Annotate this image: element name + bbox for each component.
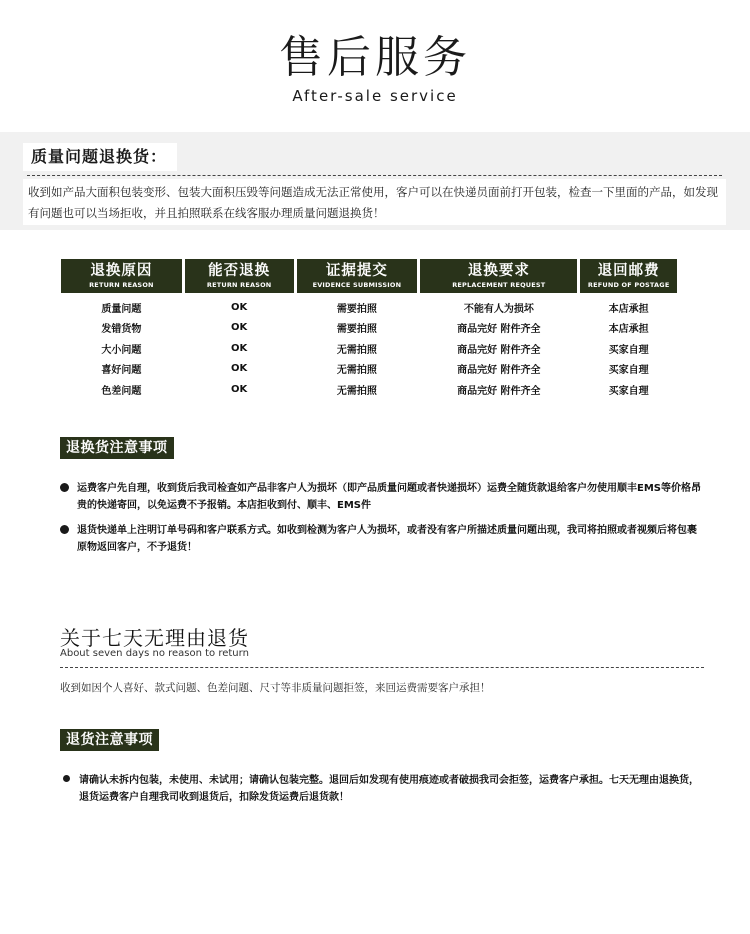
table-cell: OK — [231, 342, 248, 354]
table-cell: 商品完好 附件齐全 — [457, 385, 541, 397]
exchange-notice-title: 退换货注意事项 — [60, 437, 174, 459]
table-row — [61, 359, 677, 380]
table-cell: OK — [231, 383, 248, 395]
table-row — [61, 338, 677, 359]
table-cell: 无需拍照 — [336, 385, 377, 397]
table-cell: 无需拍照 — [336, 344, 377, 356]
bullet-icon — [63, 775, 70, 782]
exchange-notice-item-2: 退货快递单上注明订单号码和客户联系方式。如收到检测为客户人为损坏，或者没有客户所描述质量问题出现，我司将拍照或者视频后将包裹原物返回客户，不予退货！ — [77, 522, 705, 556]
return-notice-title: 退货注意事项 — [60, 729, 159, 751]
page-subtitle: After-sale service — [292, 87, 458, 105]
page-title: 售后服务 — [279, 32, 471, 83]
seven-days-dashed-divider — [60, 667, 704, 668]
table-header-row — [61, 259, 677, 293]
table-cell: 不能有人为损坏 — [463, 303, 534, 315]
header-return-reason: 退换原因 RETURN REASON — [61, 259, 182, 293]
table-cell: 发错货物 — [101, 324, 142, 336]
table-cell: 大小问题 — [101, 344, 142, 356]
quality-dashed-divider — [27, 175, 722, 176]
header-evidence: 证据提交 EVIDENCE SUBMISSION — [297, 259, 418, 293]
quality-description: 收到如产品大面积包装变形、包装大面积压毁等问题造成无法正常使用，客户可以在快递员面前打开包装，检查一下里面的产品，如发现有问题也可以当场拒收，并且拍照联系在线客服办理质量问题退换货！ — [28, 185, 718, 220]
table-cell: 本店承担 — [608, 324, 649, 336]
bullet-icon — [60, 483, 69, 492]
table-cell: 商品完好 附件齐全 — [457, 344, 541, 356]
seven-days-title: 关于七天无理由退货 — [60, 626, 249, 650]
header-requirement: 退换要求 REPLACEMENT REQUEST — [420, 259, 577, 293]
table-cell: OK — [231, 301, 248, 313]
table-cell: OK — [231, 322, 248, 334]
table-row — [61, 297, 677, 318]
header-postage: 退回邮费 REFUND OF POSTAGE — [580, 259, 677, 293]
exchange-notice-item-1: 运费客户先自理，收到货后我司检查如产品非客户人为损坏（即产品质量问题或者快递损坏）运费全随货款退给客户勿使用顺丰EMS等价格昂贵的快递寄回，以免运费不予报销。本店拒收到付、顺丰、EMS件 — [77, 480, 705, 514]
table-cell: 喜好问题 — [101, 365, 142, 377]
table-cell: 需要拍照 — [336, 303, 377, 315]
return-policy-table — [58, 259, 680, 400]
table-cell: OK — [231, 363, 248, 375]
table-cell: 商品完好 附件齐全 — [457, 324, 541, 336]
quality-section-title: 质量问题退换货： — [23, 143, 177, 171]
table-row — [61, 318, 677, 339]
header-returnable: 能否退换 RETURN REASON — [185, 259, 294, 293]
table-cell: 无需拍照 — [336, 365, 377, 377]
table-cell: 买家自理 — [608, 365, 649, 377]
seven-days-description: 收到如因个人喜好、款式问题、色差问题、尺寸等非质量问题拒签，来回运费需要客户承担！ — [60, 682, 491, 694]
table-cell: 商品完好 附件齐全 — [457, 365, 541, 377]
bullet-icon — [60, 525, 69, 534]
seven-days-subtitle: About seven days no reason to return — [60, 648, 249, 659]
table-cell: 需要拍照 — [336, 324, 377, 336]
quality-text-box — [23, 179, 726, 225]
table-cell: 买家自理 — [608, 385, 649, 397]
table-cell: 买家自理 — [608, 344, 649, 356]
table-cell: 质量问题 — [101, 303, 142, 315]
table-cell: 本店承担 — [608, 303, 649, 315]
return-notice-item-1: 请确认未拆内包装，未使用、未试用；请确认包装完整。退回后如发现有使用痕迹或者破损我司会拒签，运费客户承担。七天无理由退换货，退货运费客户自理我司收到退货后，扣除发货运费后退货款！ — [79, 772, 707, 806]
table-row — [61, 379, 677, 400]
table-cell: 色差问题 — [101, 385, 142, 397]
